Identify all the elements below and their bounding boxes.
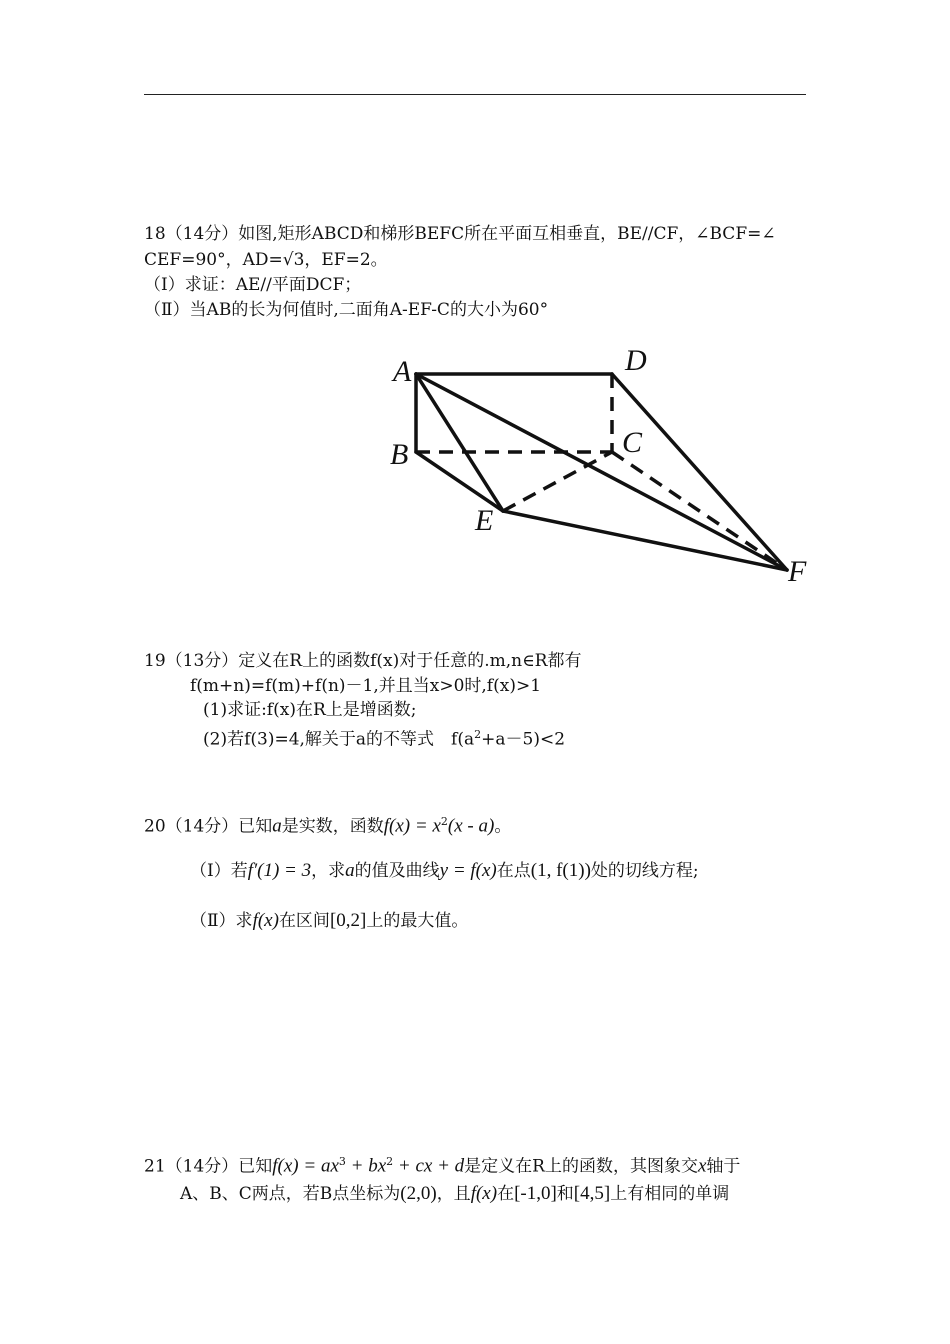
- vertex-label-C: C: [622, 426, 643, 459]
- q20-p1-a: a: [345, 860, 355, 881]
- q20-p2-mid: 在区间: [278, 911, 330, 931]
- header-rule: [144, 94, 806, 95]
- q20-stem: [144, 810, 511, 839]
- q20-end: 。: [494, 816, 512, 837]
- q20-p1-head: （Ⅰ）若: [190, 861, 248, 881]
- q18-part1: （Ⅰ）求证：AE//平面DCF；: [144, 275, 362, 295]
- q19-part2-sup: 2: [474, 728, 482, 741]
- q19-part2: [203, 723, 565, 752]
- q20-p2-interval: [0,2]: [329, 910, 367, 931]
- q20-mid: 是实数，函数: [281, 816, 384, 837]
- q21-line2-and: 和: [556, 1184, 574, 1204]
- q21-point: (2,0): [400, 1183, 437, 1204]
- q21-tail2: 轴于: [706, 1156, 741, 1177]
- q21-line2: [180, 1182, 729, 1206]
- q20-head: 20（14分）已知: [144, 816, 273, 837]
- q20-p2-tail: 上的最大值。: [366, 911, 469, 931]
- q21-line2-tail: 上有相同的单调: [610, 1184, 730, 1204]
- q20-p1-mid2: 的值及曲线: [354, 861, 440, 881]
- q21-line2-mid: ，且: [436, 1184, 471, 1204]
- geometry-figure: [380, 340, 820, 600]
- q21-mid1: + bx: [345, 1155, 387, 1177]
- q19-part2-suffix: +a－5)<2: [481, 729, 566, 750]
- q19-line1: 19（13分）定义在R上的函数f(x)对于任意的.m,n∈R都有: [144, 651, 582, 671]
- q21-interval2: [4,5]: [573, 1183, 611, 1204]
- q20-func-sup: 2: [440, 815, 448, 828]
- vertex-label-E: E: [475, 504, 494, 537]
- q21-func: f(x) = ax: [272, 1155, 339, 1177]
- q21-mid2: + cx + d: [393, 1155, 465, 1177]
- q21-fx: f(x): [470, 1183, 498, 1204]
- q20-p1-derivative: f′(1) = 3: [247, 860, 312, 881]
- q21-interval1: [-1,0]: [514, 1183, 557, 1204]
- q20-func-tail: (x - a): [447, 815, 495, 837]
- q19-part2-prefix: (2)若f(3)=4,解关于a的不等式 f(a: [203, 729, 475, 750]
- q20-p1-mid: ，求: [311, 861, 346, 881]
- vertex-label-D: D: [625, 344, 647, 377]
- vertex-label-A: A: [393, 355, 412, 388]
- q20-p1-mid3: 在点: [496, 861, 531, 881]
- q19-part1: (1)求证:f(x)在R上是增函数;: [203, 700, 417, 720]
- q20-func: f(x) = x: [383, 815, 441, 837]
- edge-EC-hidden: [503, 452, 612, 511]
- q21-x: x: [697, 1155, 707, 1177]
- q21-sup1: 3: [338, 1155, 346, 1168]
- q20-p2-func: f(x): [252, 910, 279, 931]
- vertex-label-B: B: [390, 438, 409, 471]
- edge-AE: [416, 374, 503, 511]
- q19-line2: f(m+n)=f(m)+f(n)－1,并且当x>0时,f(x)>1: [190, 676, 542, 696]
- q18-line2: CEF=90°，AD=√3，EF=2。: [144, 250, 388, 270]
- vertex-label-F: F: [788, 555, 807, 588]
- q20-p1-tail: 处的切线方程;: [590, 861, 699, 881]
- q20-p2-head: （Ⅱ）求: [190, 911, 253, 931]
- q21-tail1: 是定义在R上的函数，其图象交: [464, 1156, 698, 1177]
- q20-part2: [190, 909, 468, 933]
- edge-BE: [416, 452, 503, 511]
- q18-part2: （Ⅱ）当AB的长为何值时,二面角A-EF-C的大小为60°: [144, 300, 549, 320]
- q20-part1: [190, 859, 699, 883]
- q20-a: a: [272, 815, 282, 837]
- q20-p1-curve: y = f(x): [439, 860, 497, 881]
- q21-head: 21（14分）已知: [144, 1156, 273, 1177]
- q21-line1: [144, 1150, 740, 1179]
- edge-AF: [416, 374, 787, 570]
- q20-p1-point: (1, f(1)): [530, 860, 591, 881]
- q18-line1: 18（14分）如图,矩形ABCD和梯形BEFC所在平面互相垂直，BE//CF，∠BCF=∠: [144, 224, 776, 244]
- q21-line2-head: A、B、C两点，若B点坐标为: [180, 1184, 401, 1204]
- q21-line2-mid2: 在: [497, 1184, 515, 1204]
- q21-sup2: 2: [386, 1155, 394, 1168]
